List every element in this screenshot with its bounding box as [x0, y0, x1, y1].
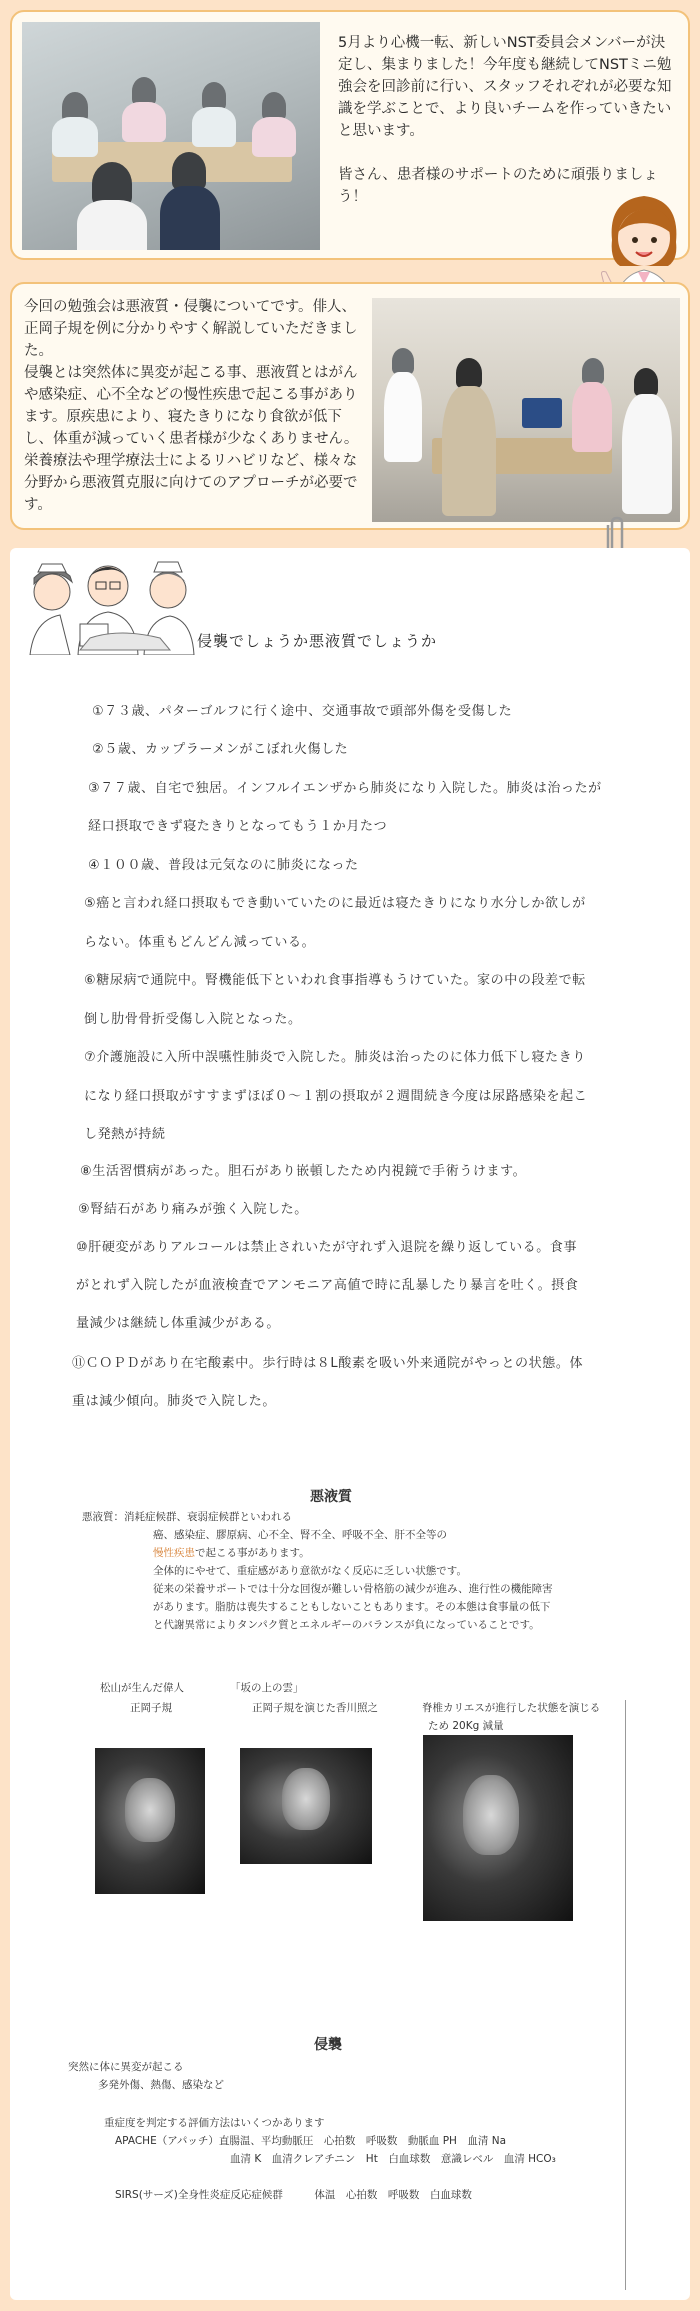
chronic-disease-highlight: 慢性疾患 — [153, 1547, 195, 1559]
intro-paragraph-2: 皆さん、患者様のサポートのために頑張りましょう！ — [338, 167, 658, 205]
medical-staff-illustration-icon — [20, 520, 195, 655]
study-document — [10, 548, 690, 2300]
caption-2a: 「坂の上の雲」 — [230, 1682, 304, 1694]
divider — [625, 1700, 626, 2290]
cachexia-line-4: 全体的にやせて、重症感があり意欲がなく反応に乏しい状態です。 — [153, 1565, 467, 1577]
caption-2b: 正岡子規を演じた香川照之 — [252, 1702, 378, 1714]
caption-1a: 松山が生んだ偉人 — [100, 1682, 184, 1694]
intro-paragraph-1: 5月より心機一転、新しいNST委員会メンバーが決定し、集まりました！今年度も継続してNSTミニ勉強会を回診前に行い、スタッフそれぞれが必要な知識を学ぶことで、より良いチームを作っていきたいと思います。 — [338, 35, 672, 139]
invasion-line-5: 血清 K 血清クレアチニン Ht 白血球数 意識レベル 血清 HCO₃ — [230, 2153, 556, 2165]
study-line-1: 今回の勉強会は悪液質・侵襲についてです。俳人、正岡子規を例に分かりやすく解説していただきました。 — [24, 299, 358, 359]
study-session-card — [10, 282, 690, 530]
list-item: 量減少は継続し体重減少がある。 — [76, 1316, 281, 1331]
invasion-line-6: SIRS(サーズ)全身性炎症反応症候群 体温 心拍数 呼吸数 白血球数 — [115, 2189, 472, 2201]
list-item: ⑨腎結石があり痛みが強く入院した。 — [78, 1202, 308, 1217]
list-item: し発熱が持続 — [84, 1127, 166, 1142]
cachexia-line-1: 悪液質：消耗症候群、衰弱症候群といわれる — [82, 1511, 292, 1523]
intro-card — [10, 10, 690, 260]
list-item: らない。体重もどんどん減っている。 — [84, 935, 316, 950]
cachexia-title: 悪液質 — [310, 1489, 352, 1505]
list-item: ④１００歳、普段は元気なのに肺炎になった — [88, 858, 359, 873]
cachexia-line-5: 従来の栄養サポートでは十分な回復が難しい骨格筋の減少が進み、進行性の機能障害 — [153, 1583, 553, 1595]
masaoka-shiki-portrait — [95, 1748, 205, 1894]
invasion-line-4: APACHE（アパッチ）直腸温、平均動脈圧 心拍数 呼吸数 動脈血 PH 血清 Na — [115, 2135, 507, 2147]
list-item: 倒し肋骨骨折受傷し入院となった。 — [84, 1012, 302, 1027]
list-item: ⑥糖尿病で通院中。腎機能低下といわれ食事指導もうけていた。家の中の段差で転 — [84, 973, 586, 988]
invasion-title: 侵襲 — [314, 2037, 342, 2053]
actor-portrait — [240, 1748, 372, 1864]
list-item: ⑩肝硬変がありアルコールは禁止されいたが守れず入退院を繰り返している。食事 — [76, 1240, 578, 1255]
cachexia-line-7: と代謝異常によりタンパク質とエネルギーのバランスが負になっていることです。 — [153, 1619, 540, 1631]
cachexia-line-2: 癌、感染症、膠原病、心不全、腎不全、呼吸不全、肝不全等の — [153, 1529, 447, 1541]
study-line-2: 侵襲とは突然体に異変が起こる事、悪液質とはがんや感染症、心不全などの慢性疾患で起こる事があります。原疾患により、寝たきりになり食欲が低下し、体重が減っていく患者様が少なくありません。 — [24, 365, 359, 447]
document-title: 侵襲でしょうか悪液質でしょうか — [197, 632, 438, 650]
list-item: 経口摂取できず寝たきりとなってもう１か月たつ — [88, 819, 388, 834]
list-item: ⑧生活習慣病があった。胆石があり嵌頓したため内視鏡で手術うけます。 — [80, 1164, 527, 1179]
list-item: 重は減少傾向。肺炎で入院した。 — [72, 1394, 277, 1409]
cachexia-line-6: があります。脂肪は喪失することもしないこともあります。その本態は食事量の低下 — [153, 1601, 551, 1613]
list-item: ⑤癌と言われ経口摂取もでき動いていたのに最近は寝たきりになり水分しか欲しが — [84, 896, 586, 911]
meeting-photo-1 — [22, 22, 320, 250]
caption-3a: 脊椎カリエスが進行した状態を演じる — [422, 1702, 601, 1714]
list-item: ⑪ＣＯＰＤがあり在宅酸素中。歩行時は８L酸素を吸い外来通院がやっとの状態。体 — [72, 1356, 584, 1371]
study-text — [24, 296, 364, 516]
list-item: がとれず入院したが血液検査でアンモニア高値で時に乱暴したり暴言を吐く。摂食 — [76, 1278, 579, 1293]
invasion-line-3: 重症度を判定する評価方法はいくつかあります — [104, 2117, 325, 2129]
list-item: ①７３歳、パターゴルフに行く途中、交通事故で頭部外傷を受傷した — [92, 704, 513, 719]
list-item: ③７７歳、自宅で独居。インフルイエンザから肺炎になり入院した。肺炎は治ったが — [88, 781, 602, 796]
invasion-line-1: 突然に体に異変が起こる — [68, 2061, 184, 2073]
actor-weight-loss-portrait — [423, 1735, 573, 1921]
cachexia-line-3: 慢性疾患で起こる事があります。 — [153, 1547, 310, 1559]
list-item: ②５歳、カップラーメンがこぼれ火傷した — [92, 742, 349, 757]
list-item: ⑦介護施設に入所中誤嚥性肺炎で入院した。肺炎は治ったのに体力低下し寝たきり — [84, 1050, 586, 1065]
caption-3b: ため 20Kg 減量 — [428, 1720, 504, 1732]
meeting-photo-2 — [372, 298, 680, 522]
study-line-3: 栄養療法や理学療法士によるリハビリなど、様々な分野から悪液質克服に向けてのアプローチが必要です。 — [24, 453, 358, 513]
invasion-line-2: 多発外傷、熱傷、感染など — [98, 2079, 224, 2091]
caption-1b: 正岡子規 — [130, 1702, 172, 1714]
list-item: になり経口摂取がすすまずほぼ０～１割の摂取が２週間続き今度は尿路感染を起こ — [84, 1089, 588, 1104]
